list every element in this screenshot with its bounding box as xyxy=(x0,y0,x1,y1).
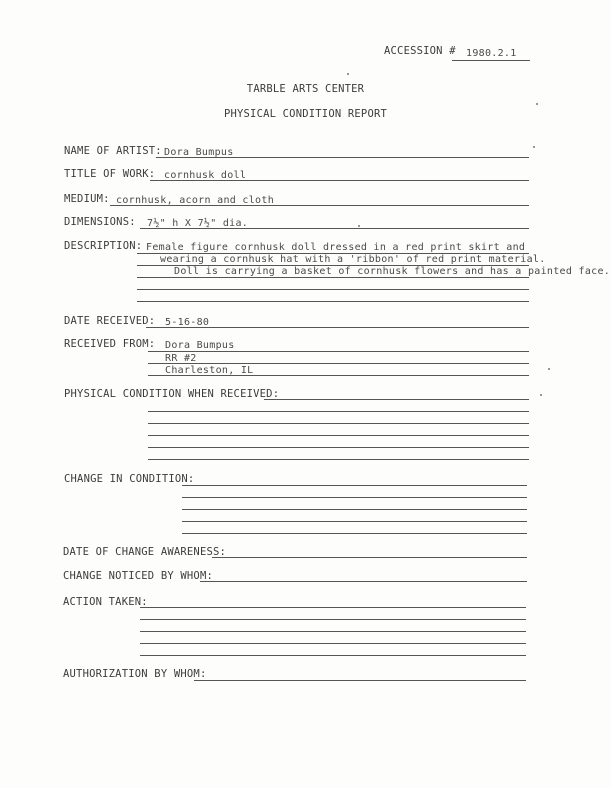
title-line xyxy=(150,180,529,181)
received-from-rule-2 xyxy=(148,363,529,364)
auth-line xyxy=(194,680,526,681)
dimensions-label: DIMENSIONS: xyxy=(64,216,136,228)
date-received-value: 5-16-80 xyxy=(165,317,210,328)
scan-speck xyxy=(533,146,535,148)
action-rule-2 xyxy=(140,619,526,620)
artist-value: Dora Bumpus xyxy=(164,147,234,158)
org-name: TARBLE ARTS CENTER xyxy=(246,83,365,95)
received-from-label: RECEIVED FROM: xyxy=(64,338,156,350)
condition-rule-1 xyxy=(264,399,529,400)
dimensions-value: 7½" h X 7½" dia. xyxy=(147,218,249,229)
action-rule-3 xyxy=(140,631,526,632)
condition-rule-6 xyxy=(148,459,529,460)
condition-rule-3 xyxy=(148,423,529,424)
scan-speck xyxy=(540,394,542,396)
scan-speck xyxy=(536,103,538,105)
change-rule-3 xyxy=(182,509,527,510)
medium-value: cornhusk, acorn and cloth xyxy=(116,195,275,206)
condition-rule-2 xyxy=(148,411,529,412)
change-label: CHANGE IN CONDITION: xyxy=(64,473,195,485)
received-from-rule-3 xyxy=(148,375,529,376)
artist-line xyxy=(156,157,529,158)
description-line-2: wearing a cornhusk hat with a 'ribbon' of red print material. xyxy=(160,254,546,265)
scan-speck xyxy=(347,73,349,75)
title-value: cornhusk doll xyxy=(164,170,247,181)
received-from-line-3: Charleston, IL xyxy=(165,365,254,376)
date-received-line xyxy=(146,327,529,328)
artist-label: NAME OF ARTIST: xyxy=(64,145,162,157)
change-rule-4 xyxy=(182,521,527,522)
date-received-label: DATE RECEIVED: xyxy=(64,315,156,327)
medium-label: MEDIUM: xyxy=(64,193,110,205)
condition-rule-5 xyxy=(148,447,529,448)
description-label: DESCRIPTION: xyxy=(64,240,143,252)
auth-label: AUTHORIZATION BY WHOM: xyxy=(63,668,207,680)
received-from-rule-1 xyxy=(148,351,529,352)
received-from-line-1: Dora Bumpus xyxy=(165,340,235,351)
accession-line xyxy=(452,60,530,61)
action-label: ACTION TAKEN: xyxy=(63,596,148,608)
scan-speck xyxy=(358,225,360,227)
description-line-3: Doll is carrying a basket of cornhusk flowers and has a painted face. xyxy=(174,266,611,277)
condition-label: PHYSICAL CONDITION WHEN RECEIVED: xyxy=(64,388,280,400)
date-change-label: DATE OF CHANGE AWARENESS: xyxy=(63,546,227,558)
dimensions-line xyxy=(140,228,529,229)
report-title: PHYSICAL CONDITION REPORT xyxy=(223,108,388,120)
change-rule-1 xyxy=(182,485,527,486)
date-change-line xyxy=(212,557,527,558)
change-rule-2 xyxy=(182,497,527,498)
scan-speck xyxy=(548,368,550,370)
title-label: TITLE OF WORK: xyxy=(64,168,156,180)
action-rule-5 xyxy=(140,655,526,656)
noticed-line xyxy=(200,581,527,582)
medium-line xyxy=(110,205,529,206)
description-rule-5 xyxy=(137,301,529,302)
noticed-label: CHANGE NOTICED BY WHOM: xyxy=(63,570,213,582)
change-rule-5 xyxy=(182,533,527,534)
description-rule-4 xyxy=(137,289,529,290)
accession-number: 1980.2.1 xyxy=(466,48,517,59)
action-rule-1 xyxy=(140,607,526,608)
description-rule-3 xyxy=(137,277,529,278)
accession-label: ACCESSION # xyxy=(384,45,456,57)
condition-rule-4 xyxy=(148,435,529,436)
action-rule-4 xyxy=(140,643,526,644)
received-from-line-2: RR #2 xyxy=(165,353,197,364)
description-line-1: Female figure cornhusk doll dressed in a red print skirt and xyxy=(146,242,526,253)
